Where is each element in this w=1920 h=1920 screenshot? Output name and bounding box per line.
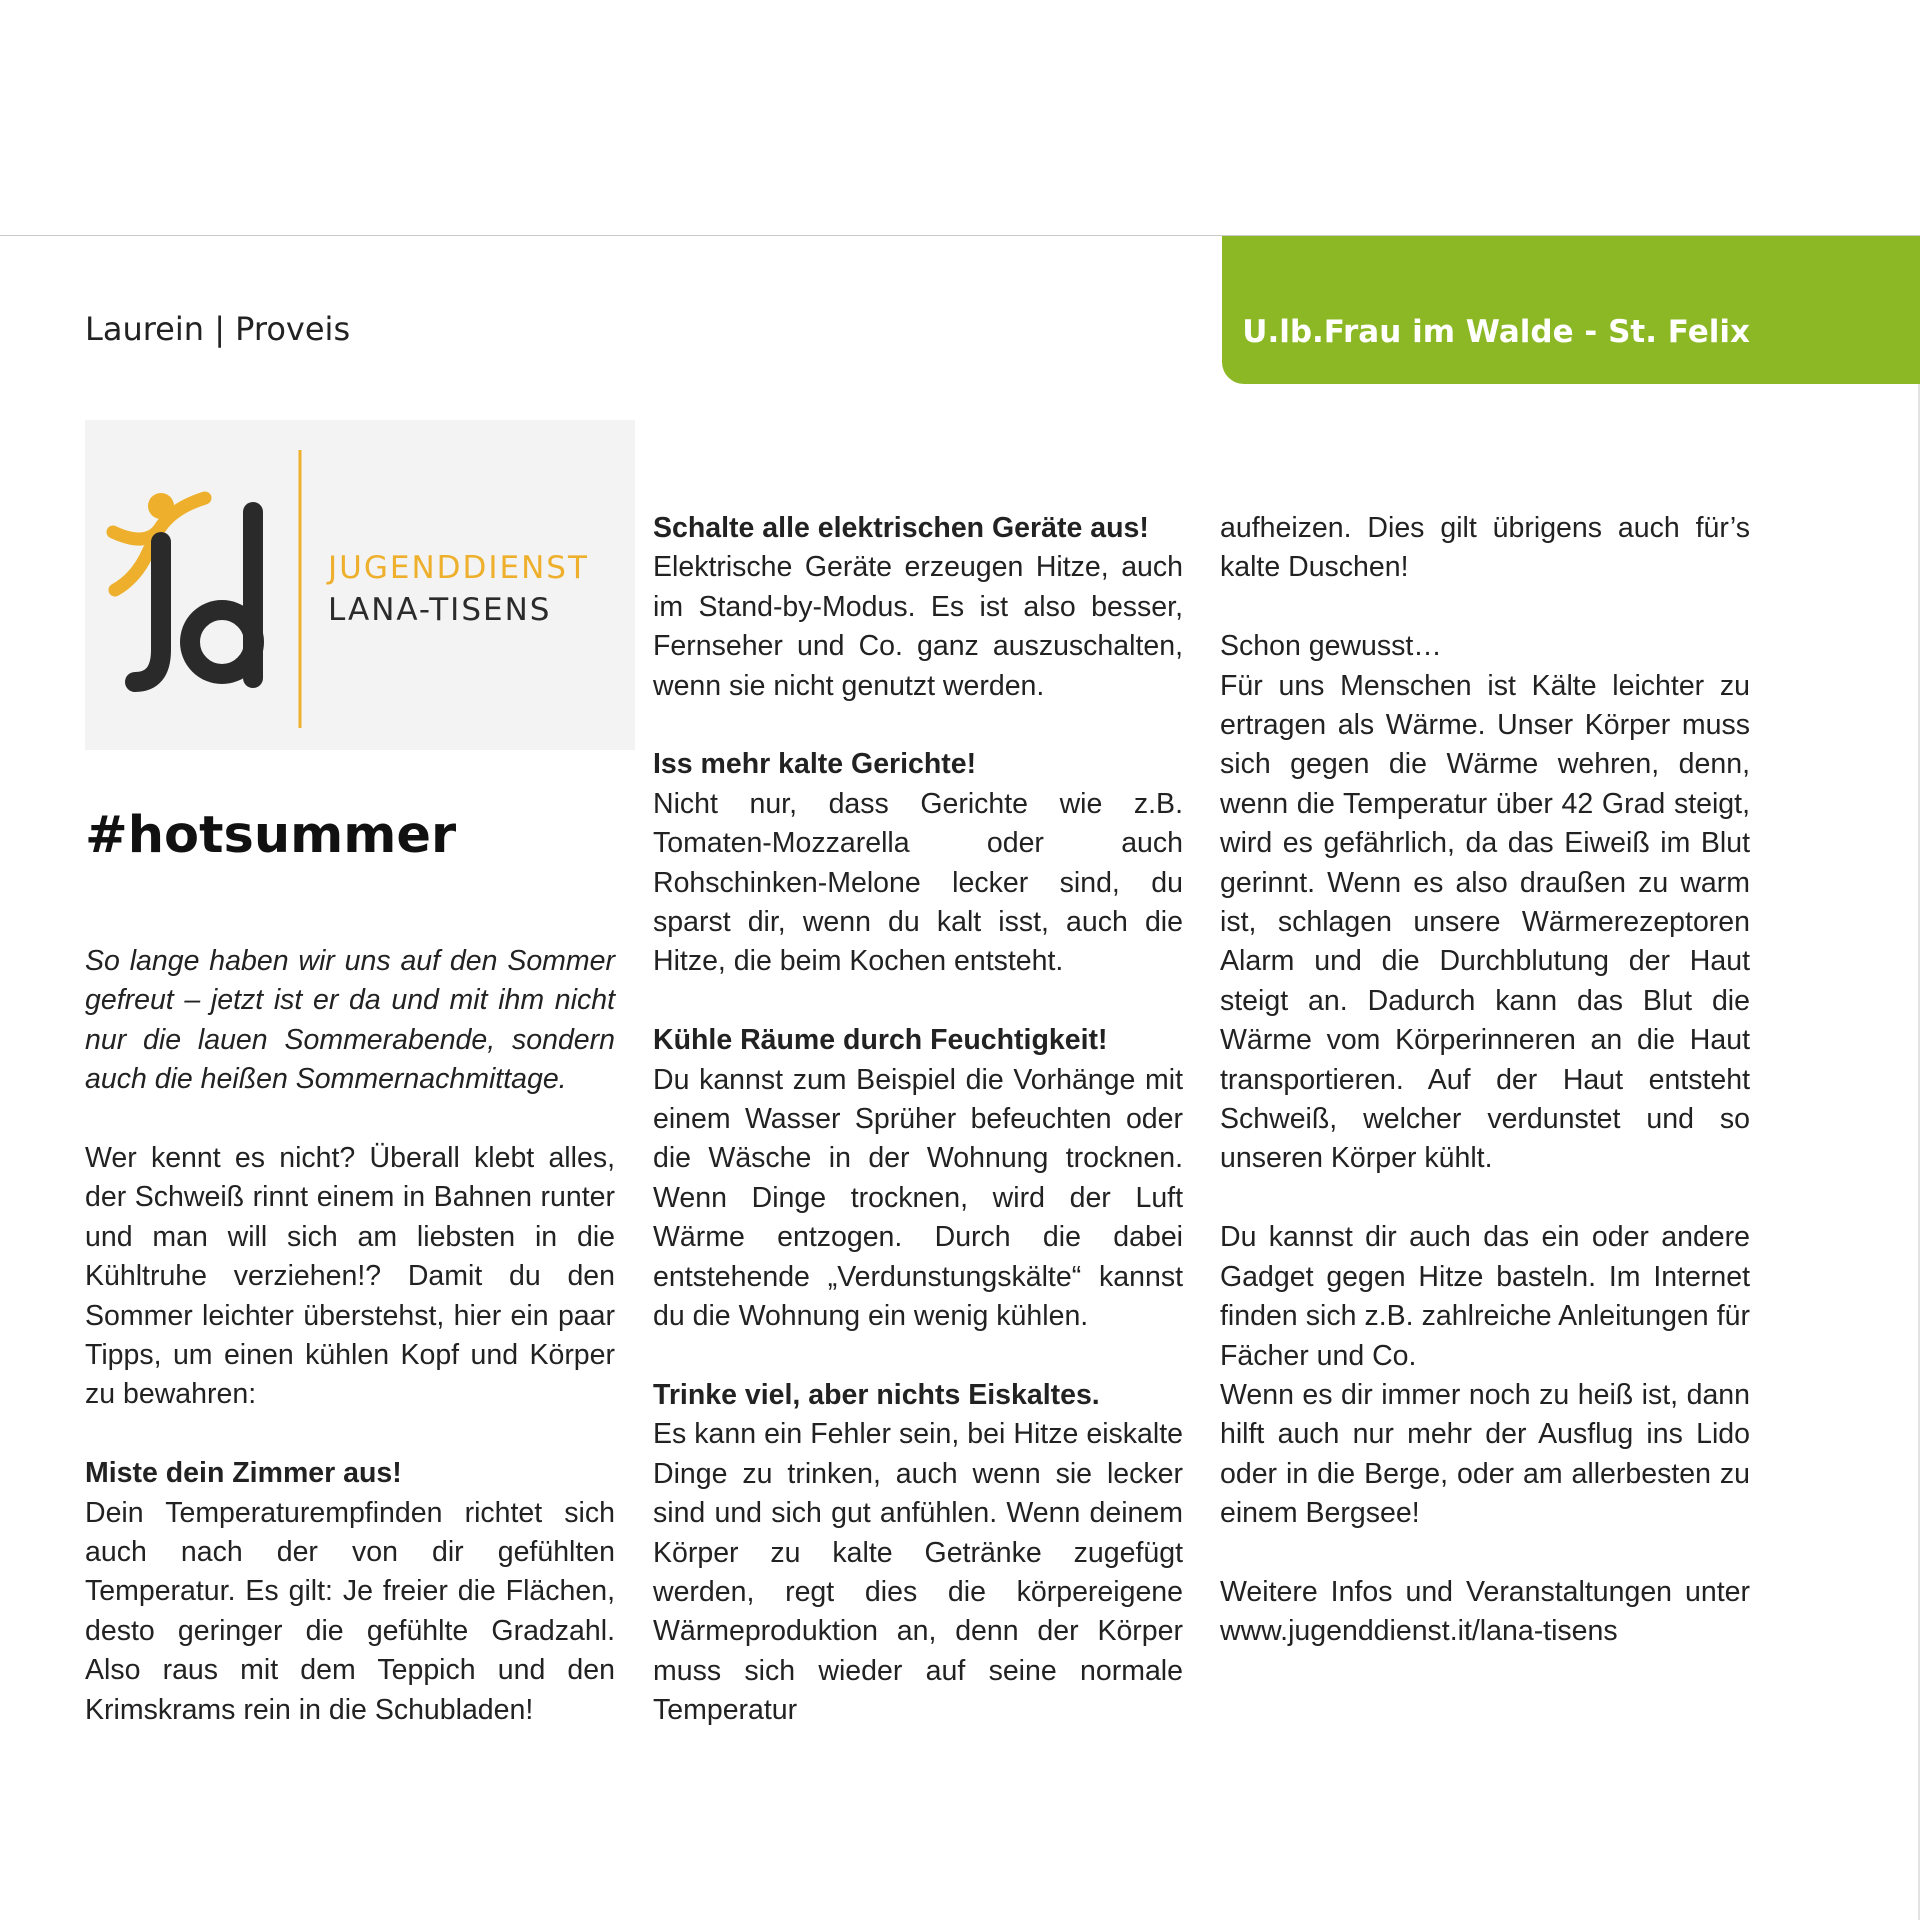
text-column-3	[1220, 509, 1750, 1652]
tip-heading: Iss mehr kalte Gerichte!	[653, 748, 977, 781]
section-label: Laurein | Proveis	[85, 310, 351, 348]
excursion-text: Wenn es dir immer noch zu heiß ist, dann hilft auch nur mehr der Ausflug ins Lido oder in die Berge, oder am allerbesten zu einem Bergsee!	[1220, 1378, 1750, 1530]
logo-leg	[115, 550, 149, 590]
tip-text: Dein Temperaturempfinden richtet sich auch nach der von dir gefühlten Temperatur. Es gilt: Je freier die Flächen, desto geringer die gefühlte Gradzahl. Also raus mit dem Teppich und den Krimskrams rein in die Schubladen!	[85, 1496, 615, 1726]
article-title: #hotsummer	[85, 806, 457, 865]
fact-text: Für uns Menschen ist Kälte leichter zu ertragen als Wärme. Unser Körper muss sich gegen die Wärme wehren, denn, wenn die Temperatur über 42 Grad steigt, wird es gefährlich, da das Eiweiß im Blut gerinnt. Wenn es also draußen zu warm ist, schlagen unsere Wärmerezeptoren Alarm und die Durchblutung der Haut steigt an. Dadurch kann das Blut die Wärme vom Körperinneren an die Haut transportieren. Auf der Haut entsteht Schweiß, welcher verdunstet und so unseren Körper kühlt.	[1220, 669, 1750, 1175]
jugenddienst-logo	[85, 420, 635, 750]
parish-banner-label: U.lb.Frau im Walde - St. Felix	[1242, 314, 1750, 350]
tip-text: Es kann ein Fehler sein, bei Hitze eiskalte Dinge zu trinken, auch wenn sie lecker sind und sich gut anfühlen. Wenn deinem Körper zu kalte Getränke zugefügt werden, regt dies die körpereigene Wärmeproduktion an, denn der Körper muss sich wieder auf seine normale Temperatur	[653, 1418, 1183, 1727]
article-paragraph: Wer kennt es nicht? Überall klebt alles, der Schweiß rinnt einem in Bahnen runter und man will sich am liebsten in die Kühltruhe verziehen!? Damit du den Sommer leichter überstehst, hier ein paar Tipps, um einen kühlen Kopf und Körper zu bewahren:	[85, 1142, 615, 1411]
tip-text: Nicht nur, dass Gerichte wie z.B. Tomaten-Mozzarella oder auch Rohschinken-Melone lecker sind, du sparst dir, wenn du kalt isst, auch die Hitze, die beim Kochen entsteht.	[653, 787, 1183, 978]
gadget-text: Du kannst dir auch das ein oder andere Gadget gegen Hitze basteln. Im Internet finden sich z.B. zahlreiche Anleitungen für Fächer und Co.	[1220, 1221, 1750, 1372]
article-intro: So lange haben wir uns auf den Sommer gefreut – jetzt ist er da und mit ihm nicht nur die lauen Sommerabende, sondern auch die heißen Sommernachmittage.	[85, 945, 615, 1096]
text-column-2	[653, 509, 1183, 1731]
parish-banner	[1222, 235, 1920, 384]
tip-text-continued: aufheizen. Dies gilt übrigens auch für’s kalte Duschen!	[1220, 512, 1750, 584]
more-info-text: Weitere Infos und Veranstaltungen unter www.jugenddienst.it/lana-tisens	[1220, 1575, 1750, 1648]
top-divider	[0, 235, 1222, 236]
logo-text-jugenddienst: JUGENDDIENST	[328, 550, 589, 586]
logo-text-lana-tisens: LANA-TISENS	[328, 592, 552, 628]
tip-heading: Schalte alle elektrischen Geräte aus!	[653, 512, 1149, 544]
text-column-1	[85, 942, 615, 1730]
tip-heading: Trinke viel, aber nichts Eiskaltes.	[653, 1378, 1100, 1411]
fact-heading: Schon gewusst…	[1220, 630, 1442, 663]
tip-heading: Miste dein Zimmer aus!	[85, 1457, 402, 1490]
tip-text: Du kannst zum Beispiel die Vorhänge mit einem Wasser Sprüher befeuchten oder die Wäsche in der Wohnung trocknen. Wenn Dinge trocknen, wird der Luft Wärme entzogen. Durch die dabei entstehende „Verdunstungskälte“ kannst du die Wohnung ein wenig kühlen.	[653, 1063, 1183, 1333]
tip-text: Elektrische Geräte erzeugen Hitze, auch im Stand-by-Modus. Es ist also besser, Fernseher und Co. ganz auszuschalten, wenn sie nicht genutzt werden.	[653, 551, 1183, 702]
tip-heading: Kühle Räume durch Feuchtigkeit!	[653, 1024, 1108, 1057]
